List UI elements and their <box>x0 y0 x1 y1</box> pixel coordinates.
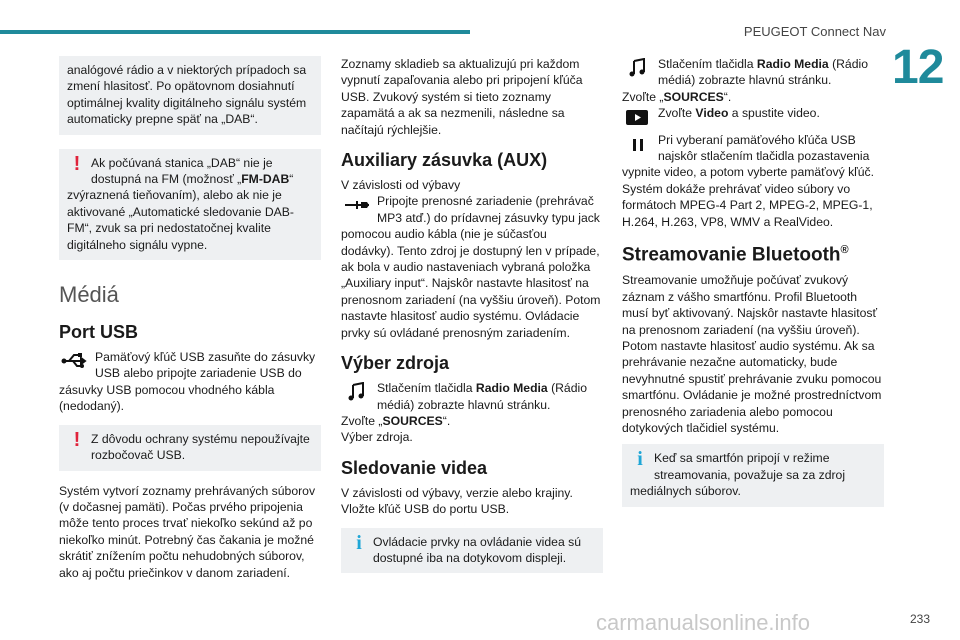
warning-icon: ! <box>73 428 81 451</box>
info-line: Keď sa smartfón pripojí v režime <box>654 451 830 466</box>
heading-source: Výber zdroja <box>341 353 450 374</box>
step-text: a spustite video. <box>728 106 820 121</box>
radio-media-label: Radio Media <box>756 57 829 71</box>
heading-aux: Auxiliary zásuvka (AUX) <box>341 150 548 171</box>
step-text: Zvoľte „ <box>622 89 664 104</box>
step3-rest: vypnite video, a potom vyberte pamäťový kľúč. Systém dokáže prehrávať video súbory vo formátoch MPEG-4 Part 2, MPEG-2, MPEG-1, H.264, H.263, VP8, WMV a RealVideo. <box>622 165 874 229</box>
watermark: carmanualsonline.info <box>596 610 811 635</box>
paragraph-playlists: Systém vytvorí zoznamy prehrávaných súborov (v dočasnej pamäti). Počas prvého pripojenia môže tento proces trvať niekoľko sekúnd až po niekoľko minút. Potrebný čas čakania je možné skrátiť znížením počtu nehudobných súborov, ako aj počtu priečinkov v danom zariadení. <box>59 483 316 580</box>
column-1 <box>59 56 321 581</box>
source-line2: médiá) zobrazte hlavnú stránku. <box>377 397 551 412</box>
warning-box-dab <box>59 149 321 260</box>
step2-text <box>658 105 884 121</box>
warning-bold: FM-DAB <box>241 172 290 187</box>
source-text: Zvoľte „ <box>341 413 383 428</box>
info-line: streamovania, považuje sa za zdroj <box>654 467 846 482</box>
aux-line2: MP3 atď.) do prídavnej zásuvky typu jack <box>377 210 600 225</box>
music-note-icon <box>343 382 371 402</box>
warning-line <box>91 171 313 187</box>
heading-video: Sledovanie videa <box>341 457 488 478</box>
usb-line1: Pamäťový kľúč USB zasuňte do zásuvky <box>95 350 316 365</box>
source-line3 <box>341 413 603 429</box>
note-text: analógové rádio a v niektorých prípadoch sa zmení hlasitosť. Po opätovnom dosiahnutí optimálnej kvality digitálneho signálu systém automaticky prepne späť na „DAB“. <box>67 63 307 127</box>
video-step-2 <box>622 105 884 121</box>
info-icon: i <box>356 531 362 554</box>
source-text: Stlačením tlačidla <box>377 381 476 396</box>
usb-instructions <box>59 349 321 415</box>
source-text: “. <box>442 413 451 428</box>
warning-text: “ <box>289 172 294 187</box>
source-text: (Rádio <box>547 381 587 396</box>
sources-label: SOURCES <box>663 89 724 104</box>
step3-line1: Pri vyberaní pamäťového kľúča USB <box>658 132 856 147</box>
step-text: (Rádio <box>828 57 868 71</box>
heading-bluetooth-text: Streamovanie Bluetooth <box>622 244 841 266</box>
chapter-number: 12 <box>892 41 944 94</box>
source-line1 <box>377 380 603 396</box>
source-line4: Výber zdroja. <box>341 430 413 445</box>
video-step-1 <box>622 56 884 105</box>
bluetooth-text: Streamovanie umožňuje počúvať zvukový záznam z vášho smartfónu. Profil Bluetooth musí byť aktivovaný. Najskôr nastavte hlasitosť na prenosnom zariadení (na vyššiu úroveň). Potom nastavte hlasitosť audio systému. Ak sa prehrávanie nezačne automaticky, bude nevyhnutné spustiť prehrávanie zvuku pomocou smartfónu. Ovládanie je možné prostredníctvom prenosného zariadenia alebo pomocou dotykových tlačidiel systému. <box>622 273 882 436</box>
info-box-video <box>341 528 603 574</box>
info-box-bluetooth <box>622 444 884 506</box>
column-2 <box>341 56 603 573</box>
info-icon: i <box>637 448 643 471</box>
music-note-icon <box>624 58 652 78</box>
running-header: PEUGEOT Connect Nav <box>743 24 886 39</box>
step1-line1 <box>658 56 884 72</box>
warning-line: Ak počúvaná stanica „DAB“ nie je <box>91 155 273 170</box>
step3-line2: najskôr stlačením tlačidla pozastavenia <box>658 149 870 164</box>
column-3 <box>622 56 884 507</box>
header-accent-bar <box>0 30 470 34</box>
usb-rest: zásuvky USB pomocou vhodného kábla (nedodaný). <box>59 382 275 414</box>
aux-rest: pomocou audio kábla (nie je súčasťou dodávky). Tento zdroj je dostupný len v prípade, ak bola v audio nastaveniach vybraná položka „Auxiliary input“. Najskôr nastavte hlasitosť na prenosnom zariadení (na vyššiu úroveň). Potom nastavte hlasitosť audio systému. Ovládacie prvky sú ovládané prenosným zariadením. <box>341 227 601 340</box>
section-title-media: Médiá <box>59 282 119 308</box>
step1b <box>622 89 884 105</box>
video-label: Video <box>695 106 729 121</box>
usb-line2: USB alebo pripojte zariadenie USB do <box>95 366 302 381</box>
warning-line: Z dôvodu ochrany systému nepoužívajte <box>91 431 310 446</box>
aux-line1: Pripojte prenosné zariadenie (prehrávač <box>377 194 594 209</box>
heading-usb: Port USB <box>59 322 139 343</box>
registered-mark: ® <box>840 244 849 257</box>
info-rest: mediálnych súborov. <box>630 484 741 499</box>
aux-instructions <box>341 193 603 341</box>
warning-rest: zvýraznená tieňovaním), alebo ak nie je aktivované „Automatické sledovanie DAB-FM“, zvuk sa pri nedostatočnej kvalite digitálneho signálu vypne. <box>67 188 294 252</box>
warning-icon: ! <box>73 152 81 175</box>
step1-line2: médiá) zobrazte hlavnú stránku. <box>658 73 832 88</box>
aux-jack-icon <box>343 195 371 215</box>
info-line: Ovládacie prvky na ovládanie videa sú <box>373 534 581 549</box>
page-number: 233 <box>909 612 930 626</box>
warning-box-usb <box>59 425 321 471</box>
video-step-3 <box>622 132 884 230</box>
source-instructions <box>341 380 603 446</box>
warning-text: dostupná na FM (možnosť „ <box>91 172 242 187</box>
video-icon <box>624 107 652 127</box>
video-text: V závislosti od výbavy, verzie alebo krajiny. Vložte kľúč USB do portu USB. <box>341 485 573 517</box>
usb-icon <box>61 351 89 371</box>
aux-equipment: V závislosti od výbavy <box>341 178 461 193</box>
radio-media-label: Radio Media <box>475 381 548 396</box>
step-text: “. <box>723 89 732 104</box>
paragraph-playlists-update: Zoznamy skladieb sa aktualizujú pri každom vypnutí zapaľovania alebo pri pripojení kľúča USB. Zvukový systém si tieto zoznamy zapamätá a ak sa nezmenili, následne sa načítajú rýchlejšie. <box>341 57 583 137</box>
warning-line: rozbočovač USB. <box>91 448 186 463</box>
step-text: Zvoľte <box>658 106 696 121</box>
heading-bluetooth <box>622 244 884 266</box>
note-box-dab <box>59 56 321 135</box>
sources-label: SOURCES <box>382 413 443 428</box>
pause-icon <box>624 134 652 154</box>
step-text: Stlačením tlačidla <box>658 57 757 71</box>
info-line: dostupné iba na dotykovom displeji. <box>373 550 567 565</box>
